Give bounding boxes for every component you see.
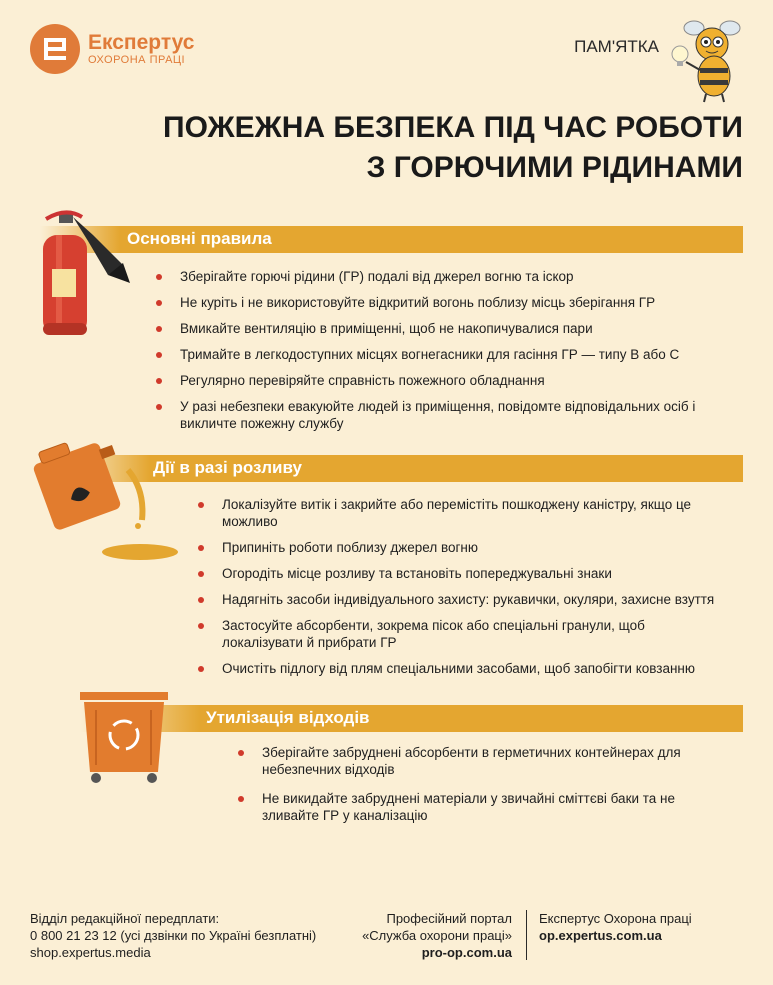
bullet-icon (198, 597, 204, 603)
list-item: Не викидайте забруднені матеріали у звичайні сміттєві баки та не зливайте ГР у каналізацію (238, 790, 692, 824)
footer-subscription (30, 910, 316, 961)
spill-actions-list (198, 496, 738, 686)
bullet-icon (156, 404, 162, 410)
list-item: Регулярно перевіряйте справність пожежного обладнання (156, 372, 736, 389)
list-item: Огородіть місце розливу та встановіть попереджувальні знаки (198, 565, 738, 582)
footer-portal-link[interactable]: pro-op.com.ua (421, 945, 512, 960)
expertus-logo-icon (30, 24, 80, 74)
list-item: Припиніть роботи поблизу джерел вогню (198, 539, 738, 556)
title-line-1: ПОЖЕЖНА БЕЗПЕКА ПІД ЧАС РОБОТИ (163, 111, 743, 144)
footer-expertus-link[interactable]: op.expertus.com.ua (539, 928, 662, 943)
list-item: Очистіть підлогу від плям спеціальними засобами, щоб запобігти ковзанню (198, 660, 738, 677)
brand-name: Експертус (88, 31, 195, 54)
bullet-icon (198, 502, 204, 508)
section-title-spill-actions: Дії в разі розливу (153, 458, 302, 477)
list-item: Надягніть засоби індивідуального захисту: рукавички, окуляри, захисне взуття (198, 591, 738, 608)
bullet-icon (198, 571, 204, 577)
bullet-icon (238, 750, 244, 756)
basic-rules-list (156, 268, 736, 441)
recycling-container-icon (76, 690, 171, 785)
list-item: Тримайте в легкодоступних місцях вогнегасники для гасіння ГР — типу В або С (156, 346, 736, 363)
title-line-2: З ГОРЮЧИМИ РІДИНАМИ (366, 151, 743, 184)
spilled-canister-icon (30, 430, 180, 570)
bullet-icon (156, 352, 162, 358)
list-item: Зберігайте горючі рідини (ГР) подалі від джерел вогню та іскор (156, 268, 736, 285)
footer-divider (526, 910, 527, 960)
footer-portal-label: Професійний портал (386, 911, 512, 926)
list-item: У разі небезпеки евакуюйте людей із приміщення, повідомте відповідальних осіб і викличте пожежну службу (156, 398, 740, 432)
footer-phone: 0 800 21 23 12 (усі дзвінки по Україні безплатні) (30, 928, 317, 943)
bullet-icon (156, 326, 162, 332)
footer-portal-name: «Служба охорони праці» (362, 928, 512, 943)
fire-extinguisher-icon (38, 205, 138, 340)
bullet-icon (238, 796, 244, 802)
bullet-icon (156, 274, 162, 280)
bullet-icon (198, 623, 204, 629)
document-type: ПАМ'ЯТКА (574, 37, 659, 56)
footer-portal (362, 910, 512, 961)
list-item: Не куріть і не використовуйте відкритий вогонь поблизу місць зберігання ГР (156, 294, 736, 311)
footer-subscription-label: Відділ редакційної передплати: (30, 911, 220, 926)
bullet-icon (198, 545, 204, 551)
waste-disposal-list (238, 744, 698, 833)
bullet-icon (156, 300, 162, 306)
brand-subtitle: ОХОРОНА ПРАЦІ (88, 54, 186, 66)
footer-expertus-label: Експертус Охорона праці (539, 911, 692, 926)
section-title-basic-rules: Основні правила (127, 229, 272, 248)
list-item: Застосуйте абсорбенти, зокрема пісок або спеціальні гранули, щоб локалізувати й прибрати ГР (198, 617, 662, 651)
list-item: Зберігайте забруднені абсорбенти в герметичних контейнерах для небезпечних відходів (238, 744, 712, 778)
bullet-icon (198, 666, 204, 672)
list-item: Локалізуйте витік і закрийте або перемістіть пошкоджену каністру, якщо це можливо (198, 496, 692, 530)
bullet-icon (156, 378, 162, 384)
page-title (163, 108, 743, 188)
footer-shop-link[interactable]: shop.expertus.media (30, 945, 151, 960)
section-title-waste-disposal: Утилізація відходів (206, 708, 370, 727)
brand-logo (30, 24, 194, 74)
footer-expertus (539, 910, 692, 944)
bee-mascot-icon (664, 14, 754, 104)
list-item: Вмикайте вентиляцію в приміщенні, щоб не накопичувалися пари (156, 320, 736, 337)
